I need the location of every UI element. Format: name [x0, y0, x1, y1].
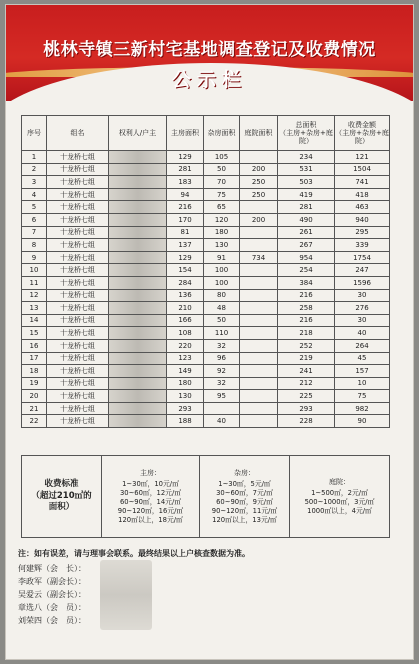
- table-cell: 19: [22, 377, 47, 390]
- table-row: [22, 377, 390, 390]
- table-cell: 281: [278, 201, 335, 214]
- table-cell: 110: [204, 327, 240, 340]
- member-line: 刘荣四（会 员）：: [18, 616, 86, 625]
- fee-rate-line: 1000㎡以上，4元/㎡: [307, 507, 372, 516]
- fee-rate-line: 500~1000㎡，3元/㎡: [304, 497, 375, 506]
- table-row: [22, 226, 390, 239]
- table-cell: [109, 302, 167, 315]
- table-row: [22, 327, 390, 340]
- table-row: [22, 151, 390, 164]
- table-cell: 295: [335, 226, 390, 239]
- table-cell: 91: [204, 251, 240, 264]
- fee-group-title: 杂房：: [234, 468, 255, 477]
- table-cell: [240, 276, 278, 289]
- table-cell: 94: [167, 188, 204, 201]
- council-members: [18, 562, 86, 627]
- fee-rate-line: 120㎡以上，18元/㎡: [118, 516, 183, 525]
- table-cell: 129: [167, 151, 204, 164]
- fee-rate-line: 90~120㎡，11元/㎡: [211, 507, 278, 516]
- table-cell: 284: [167, 276, 204, 289]
- fee-misc-house: [200, 456, 290, 538]
- table-cell: 339: [335, 239, 390, 252]
- table-cell: 216: [278, 289, 335, 302]
- table-cell: 225: [278, 390, 335, 403]
- table-cell: [240, 339, 278, 352]
- table-cell: 20: [22, 390, 47, 403]
- table-cell: 8: [22, 239, 47, 252]
- table-cell: 50: [204, 163, 240, 176]
- table-cell: [109, 377, 167, 390]
- table-cell: 293: [167, 402, 204, 415]
- member-line: 李政军（副会长）：: [18, 577, 86, 586]
- table-cell: [240, 402, 278, 415]
- table-cell: 212: [278, 377, 335, 390]
- table-row: [22, 289, 390, 302]
- column-header: 主房面积: [167, 116, 204, 151]
- table-cell: [240, 239, 278, 252]
- table-cell: 十龙桥七组: [47, 276, 109, 289]
- column-header: 杂房面积: [204, 116, 240, 151]
- table-row: [22, 213, 390, 226]
- table-cell: [240, 289, 278, 302]
- table-cell: 100: [204, 276, 240, 289]
- fee-rate-line: 30~60㎡，12元/㎡: [119, 488, 182, 497]
- table-cell: 108: [167, 327, 204, 340]
- table-cell: [109, 415, 167, 428]
- table-cell: 32: [204, 377, 240, 390]
- table-cell: 200: [240, 163, 278, 176]
- table-cell: 90: [335, 415, 390, 428]
- page-title: 桃林寺镇三新村宅基地调查登记及收费情况: [43, 40, 376, 60]
- table-row: [22, 339, 390, 352]
- table-cell: 254: [278, 264, 335, 277]
- table-cell: [204, 402, 240, 415]
- table-cell: 954: [278, 251, 335, 264]
- table-cell: [240, 327, 278, 340]
- column-header: 组名: [47, 116, 109, 151]
- table-cell: 95: [204, 390, 240, 403]
- table-cell: 166: [167, 314, 204, 327]
- table-cell: 1596: [335, 276, 390, 289]
- table-cell: 14: [22, 314, 47, 327]
- table-cell: 9: [22, 251, 47, 264]
- table-cell: 十龙桥七组: [47, 213, 109, 226]
- table-cell: 154: [167, 264, 204, 277]
- table-cell: 136: [167, 289, 204, 302]
- table-cell: 490: [278, 213, 335, 226]
- table-row: [22, 163, 390, 176]
- table-cell: 十龙桥七组: [47, 377, 109, 390]
- table-cell: 48: [204, 302, 240, 315]
- fee-standard-label: [22, 456, 102, 538]
- table-cell: 250: [240, 176, 278, 189]
- table-cell: 12: [22, 289, 47, 302]
- table-cell: [109, 239, 167, 252]
- table-cell: 121: [335, 151, 390, 164]
- fee-label-2: （超过210㎡的: [31, 490, 92, 501]
- table-cell: [109, 151, 167, 164]
- table-cell: 276: [335, 302, 390, 315]
- fee-rate-line: 60~90㎡，14元/㎡: [119, 497, 182, 506]
- fee-label-1: 收费标准: [44, 478, 79, 489]
- table-row: [22, 176, 390, 189]
- table-cell: 234: [278, 151, 335, 164]
- table-row: [22, 239, 390, 252]
- table-cell: [240, 415, 278, 428]
- table-cell: [240, 365, 278, 378]
- fee-main-house: [102, 456, 200, 538]
- table-cell: [240, 264, 278, 277]
- table-cell: 218: [278, 327, 335, 340]
- table-cell: 220: [167, 339, 204, 352]
- table-cell: 十龙桥七组: [47, 239, 109, 252]
- fee-rate-line: 30~60㎡，7元/㎡: [216, 488, 273, 497]
- table-cell: 940: [335, 213, 390, 226]
- table-cell: 180: [204, 226, 240, 239]
- table-cell: 982: [335, 402, 390, 415]
- table-cell: 十龙桥七组: [47, 226, 109, 239]
- table-cell: [109, 264, 167, 277]
- table-cell: 十龙桥七组: [47, 302, 109, 315]
- table-cell: 十龙桥七组: [47, 163, 109, 176]
- table-cell: 96: [204, 352, 240, 365]
- table-cell: 50: [204, 314, 240, 327]
- table-cell: 10: [335, 377, 390, 390]
- table-cell: 228: [278, 415, 335, 428]
- table-cell: 123: [167, 352, 204, 365]
- table-cell: 264: [335, 339, 390, 352]
- table-cell: [109, 390, 167, 403]
- table-cell: 137: [167, 239, 204, 252]
- table-cell: 216: [278, 314, 335, 327]
- table-cell: 10: [22, 264, 47, 277]
- table-cell: 247: [335, 264, 390, 277]
- table-cell: 120: [204, 213, 240, 226]
- table-cell: 40: [204, 415, 240, 428]
- table-cell: 十龙桥七组: [47, 415, 109, 428]
- fee-yard: [290, 456, 390, 538]
- column-header: 庭院面积: [240, 116, 278, 151]
- table-cell: [109, 251, 167, 264]
- table-cell: [240, 226, 278, 239]
- table-cell: 130: [204, 239, 240, 252]
- table-cell: 5: [22, 201, 47, 214]
- table-cell: 3: [22, 176, 47, 189]
- table-row: [22, 415, 390, 428]
- table-cell: 65: [204, 201, 240, 214]
- table-cell: [240, 302, 278, 315]
- table-cell: 16: [22, 339, 47, 352]
- table-cell: [109, 339, 167, 352]
- table-body: [22, 151, 390, 428]
- table-cell: 2: [22, 163, 47, 176]
- redacted-signatures: [100, 560, 152, 630]
- table-cell: 183: [167, 176, 204, 189]
- page-subtitle: 公示栏: [171, 69, 247, 91]
- table-row: [22, 352, 390, 365]
- table-cell: 32: [204, 339, 240, 352]
- table-cell: 十龙桥七组: [47, 289, 109, 302]
- table-cell: 80: [204, 289, 240, 302]
- table-cell: 1: [22, 151, 47, 164]
- table-cell: 15: [22, 327, 47, 340]
- fee-label-3: 面积）: [48, 502, 75, 513]
- table-row: [22, 251, 390, 264]
- table-cell: 419: [278, 188, 335, 201]
- table-cell: 7: [22, 226, 47, 239]
- table-cell: 十龙桥七组: [47, 251, 109, 264]
- column-header: 权利人/户主: [109, 116, 167, 151]
- table-cell: 4: [22, 188, 47, 201]
- table-cell: 92: [204, 365, 240, 378]
- table-cell: [109, 276, 167, 289]
- fee-group-title: 主房：: [140, 468, 161, 477]
- table-cell: 281: [167, 163, 204, 176]
- table-cell: 149: [167, 365, 204, 378]
- table-cell: [240, 377, 278, 390]
- table-cell: 13: [22, 302, 47, 315]
- table-cell: 1754: [335, 251, 390, 264]
- table-cell: [109, 188, 167, 201]
- fee-rate-line: 1~500㎡，2元/㎡: [311, 488, 368, 497]
- table-row: [22, 365, 390, 378]
- table-cell: 十龙桥七组: [47, 176, 109, 189]
- table-cell: 241: [278, 365, 335, 378]
- table-cell: [109, 314, 167, 327]
- table-cell: 18: [22, 365, 47, 378]
- column-header: 收费金额 （主房+杂房+庭院）: [335, 116, 390, 151]
- table-cell: [109, 289, 167, 302]
- fee-rate-line: 60~90㎡，9元/㎡: [216, 497, 273, 506]
- column-header: 序号: [22, 116, 47, 151]
- table-cell: 463: [335, 201, 390, 214]
- table-cell: 210: [167, 302, 204, 315]
- table-cell: 22: [22, 415, 47, 428]
- member-line: 章选八（会 员）：: [18, 603, 86, 612]
- table-cell: 531: [278, 163, 335, 176]
- table-cell: 十龙桥七组: [47, 339, 109, 352]
- table-cell: 216: [167, 201, 204, 214]
- table-cell: [109, 226, 167, 239]
- column-header: 总面积 （主房+杂房+庭院）: [278, 116, 335, 151]
- table-row: [22, 314, 390, 327]
- table-cell: [109, 365, 167, 378]
- table-cell: 十龙桥七组: [47, 314, 109, 327]
- table-cell: 十龙桥七组: [47, 201, 109, 214]
- table-cell: 30: [335, 314, 390, 327]
- table-cell: 十龙桥七组: [47, 151, 109, 164]
- table-cell: 157: [335, 365, 390, 378]
- table-cell: 188: [167, 415, 204, 428]
- table-cell: [240, 352, 278, 365]
- table-cell: 258: [278, 302, 335, 315]
- table-cell: [240, 201, 278, 214]
- fee-rate-line: 90~120㎡，16元/㎡: [117, 507, 184, 516]
- table-cell: 十龙桥七组: [47, 327, 109, 340]
- table-cell: 十龙桥七组: [47, 264, 109, 277]
- table-row: [22, 276, 390, 289]
- table-cell: 129: [167, 251, 204, 264]
- table-cell: 十龙桥七组: [47, 352, 109, 365]
- table-cell: 30: [335, 289, 390, 302]
- table-cell: 100: [204, 264, 240, 277]
- table-cell: [109, 352, 167, 365]
- table-cell: [109, 213, 167, 226]
- notice-note: 注：如有误差，请与理事会联系。最终结果以上户核查数据为准。: [18, 549, 250, 558]
- table-cell: [109, 163, 167, 176]
- table-cell: [109, 327, 167, 340]
- table-cell: 503: [278, 176, 335, 189]
- table-row: [22, 201, 390, 214]
- fee-group-title: 庭院：: [329, 477, 350, 486]
- table-cell: 81: [167, 226, 204, 239]
- table-cell: [109, 176, 167, 189]
- registration-table: [21, 115, 390, 428]
- fee-rate-line: 120㎡以上，13元/㎡: [212, 516, 277, 525]
- table-cell: [109, 402, 167, 415]
- table-cell: 170: [167, 213, 204, 226]
- table-header-row: [22, 116, 390, 151]
- table-cell: [240, 390, 278, 403]
- fee-standard-table: [21, 455, 390, 538]
- table-cell: 十龙桥七组: [47, 390, 109, 403]
- table-cell: 70: [204, 176, 240, 189]
- table-cell: [109, 201, 167, 214]
- table-cell: 418: [335, 188, 390, 201]
- table-cell: 180: [167, 377, 204, 390]
- table-row: [22, 402, 390, 415]
- table-row: [22, 390, 390, 403]
- table-cell: 6: [22, 213, 47, 226]
- table-cell: [240, 314, 278, 327]
- table-cell: 45: [335, 352, 390, 365]
- table-cell: 十龙桥七组: [47, 365, 109, 378]
- fee-rate-line: 1~30㎡，5元/㎡: [218, 479, 271, 488]
- table-cell: 十龙桥七组: [47, 402, 109, 415]
- table-row: [22, 264, 390, 277]
- member-line: 何建辉（会 长）：: [18, 564, 86, 573]
- table-cell: 75: [204, 188, 240, 201]
- table-cell: 17: [22, 352, 47, 365]
- table-cell: 261: [278, 226, 335, 239]
- table-cell: 734: [240, 251, 278, 264]
- table-cell: 105: [204, 151, 240, 164]
- table-cell: 384: [278, 276, 335, 289]
- table-cell: 75: [335, 390, 390, 403]
- table-row: [22, 188, 390, 201]
- table-cell: 219: [278, 352, 335, 365]
- table-cell: 252: [278, 339, 335, 352]
- fee-rate-line: 1~30㎡，10元/㎡: [122, 479, 179, 488]
- member-line: 吴爱云（副会长）：: [18, 590, 86, 599]
- table-cell: 267: [278, 239, 335, 252]
- table-cell: 250: [240, 188, 278, 201]
- table-cell: 130: [167, 390, 204, 403]
- table-cell: 40: [335, 327, 390, 340]
- table-cell: 293: [278, 402, 335, 415]
- table-cell: 11: [22, 276, 47, 289]
- table-cell: 十龙桥七组: [47, 188, 109, 201]
- table-cell: 21: [22, 402, 47, 415]
- table-cell: 1504: [335, 163, 390, 176]
- table-cell: 200: [240, 213, 278, 226]
- table-row: [22, 302, 390, 315]
- table-cell: 741: [335, 176, 390, 189]
- table-cell: [240, 151, 278, 164]
